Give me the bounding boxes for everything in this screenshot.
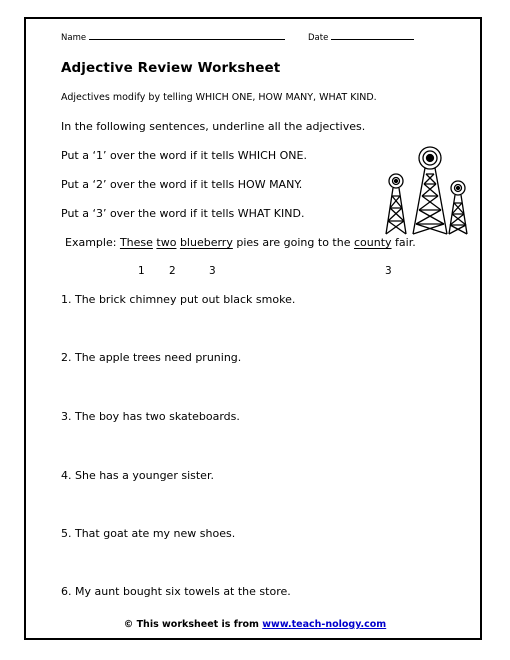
date-label: Date [308, 33, 329, 43]
instruction-how-many: Put a ‘2’ over the word if it tells HOW MANY. [61, 178, 303, 191]
page-border [24, 17, 482, 640]
instruction-underline: In the following sentences, underline all the adjectives. [61, 120, 366, 133]
sentence-4: 4. She has a younger sister. [61, 469, 214, 482]
sentence-5: 5. That goat ate my new shoes. [61, 527, 236, 540]
instruction-what-kind: Put a ‘3’ over the word if it tells WHAT KIND. [61, 207, 305, 220]
footer-link[interactable]: www.teach-nology.com [262, 619, 387, 630]
example-word-these: These [119, 236, 153, 249]
sentence-3: 3. The boy has two skateboards. [61, 410, 240, 423]
footer-prefix: © This worksheet is from [123, 619, 259, 630]
example-number-county: 3 [385, 265, 392, 277]
example-word-two: two [156, 236, 177, 249]
radio-towers-icon [383, 144, 473, 240]
intro-text: Adjectives modify by telling WHICH ONE, HOW MANY, WHAT KIND. [61, 92, 377, 103]
instruction-which-one: Put a ‘1’ over the word if it tells WHICH ONE. [61, 149, 307, 162]
example-sentence [65, 236, 416, 249]
name-label: Name [61, 33, 87, 43]
worksheet-title: Adjective Review Worksheet [61, 60, 281, 76]
example-label: Example: [65, 236, 117, 249]
sentence-1: 1. The brick chimney put out black smoke. [61, 293, 296, 306]
date-field [308, 31, 414, 43]
example-text-end: fair. [395, 236, 416, 249]
footer-credit [0, 619, 510, 630]
example-number-blueberry: 3 [209, 265, 216, 277]
sentence-6: 6. My aunt bought six towels at the store. [61, 585, 291, 598]
name-blank-line [89, 31, 285, 40]
sentence-2: 2. The apple trees need pruning. [61, 351, 242, 364]
example-text-middle: pies are going to the [236, 236, 351, 249]
name-field [61, 31, 285, 43]
date-blank-line [331, 31, 414, 40]
example-number-two: 2 [169, 265, 176, 277]
example-word-county: county [353, 236, 392, 249]
example-number-these: 1 [138, 265, 145, 277]
example-word-blueberry: blueberry [179, 236, 233, 249]
